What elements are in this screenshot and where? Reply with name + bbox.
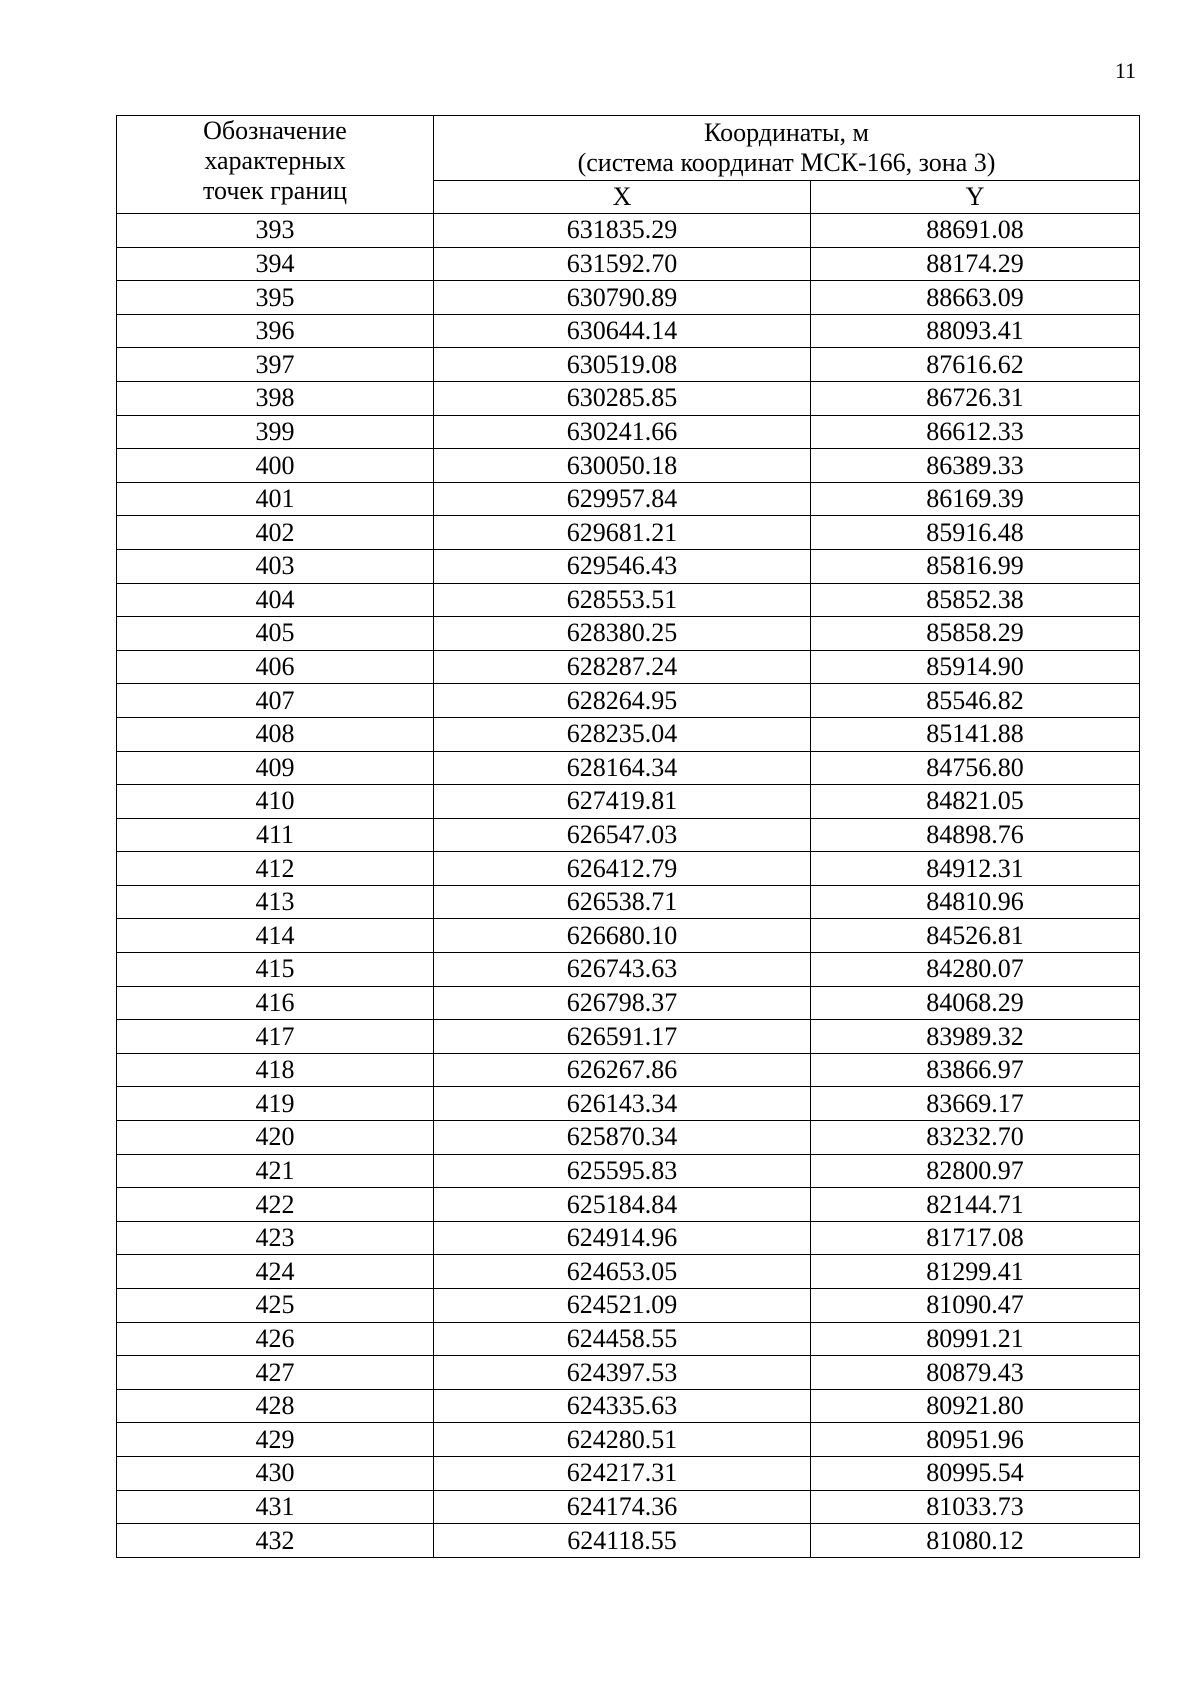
table-row (117, 986, 1140, 1020)
x-cell: 626743.63 (434, 953, 811, 987)
x-cell: 629546.43 (434, 549, 811, 583)
x-cell: 624458.55 (434, 1322, 811, 1356)
point-cell: 431 (117, 1490, 434, 1524)
x-cell: 624914.96 (434, 1221, 811, 1255)
point-cell: 423 (117, 1221, 434, 1255)
point-cell: 412 (117, 852, 434, 886)
y-cell: 80921.80 (811, 1389, 1140, 1423)
y-cell: 85914.90 (811, 650, 1140, 684)
point-cell: 419 (117, 1087, 434, 1121)
table-row (117, 381, 1140, 415)
x-cell: 624397.53 (434, 1356, 811, 1390)
table-row (117, 214, 1140, 248)
point-cell: 409 (117, 751, 434, 785)
point-cell: 407 (117, 684, 434, 718)
point-cell: 420 (117, 1121, 434, 1155)
table-row (117, 482, 1140, 516)
y-cell: 84810.96 (811, 885, 1140, 919)
table-row (117, 684, 1140, 718)
x-cell: 625184.84 (434, 1188, 811, 1222)
x-cell: 630050.18 (434, 449, 811, 483)
page-number: 11 (1114, 58, 1136, 83)
x-cell: 627419.81 (434, 785, 811, 819)
x-cell: 628287.24 (434, 650, 811, 684)
x-cell: 628553.51 (434, 583, 811, 617)
y-cell: 84912.31 (811, 852, 1140, 886)
x-cell: 626538.71 (434, 885, 811, 919)
table-row (117, 1423, 1140, 1457)
x-cell: 628264.95 (434, 684, 811, 718)
point-cell: 411 (117, 818, 434, 852)
y-cell: 81033.73 (811, 1490, 1140, 1524)
table-row (117, 1053, 1140, 1087)
x-cell: 626267.86 (434, 1053, 811, 1087)
point-cell: 429 (117, 1423, 434, 1457)
coordinates-header (434, 116, 1140, 181)
x-cell: 624521.09 (434, 1289, 811, 1323)
table-row (117, 953, 1140, 987)
table-row (117, 1221, 1140, 1255)
y-cell: 83669.17 (811, 1087, 1140, 1121)
y-cell: 86612.33 (811, 415, 1140, 449)
table-row (117, 919, 1140, 953)
point-cell: 399 (117, 415, 434, 449)
y-cell: 80991.21 (811, 1322, 1140, 1356)
y-cell: 87616.62 (811, 348, 1140, 382)
point-cell: 427 (117, 1356, 434, 1390)
y-cell: 82800.97 (811, 1154, 1140, 1188)
x-cell: 626547.03 (434, 818, 811, 852)
y-cell: 88663.09 (811, 281, 1140, 315)
y-cell: 81299.41 (811, 1255, 1140, 1289)
x-cell: 628164.34 (434, 751, 811, 785)
point-cell: 403 (117, 549, 434, 583)
point-header-line-2: характерных (204, 145, 346, 175)
table-row (117, 1020, 1140, 1054)
y-cell: 88093.41 (811, 314, 1140, 348)
point-cell: 415 (117, 953, 434, 987)
x-cell: 628380.25 (434, 617, 811, 651)
x-cell: 630241.66 (434, 415, 811, 449)
x-cell: 624174.36 (434, 1490, 811, 1524)
x-cell: 624118.55 (434, 1524, 811, 1558)
x-cell: 626798.37 (434, 986, 811, 1020)
x-cell: 624653.05 (434, 1255, 811, 1289)
x-cell: 629681.21 (434, 516, 811, 550)
y-cell: 88691.08 (811, 214, 1140, 248)
table-row (117, 1121, 1140, 1155)
point-cell: 430 (117, 1456, 434, 1490)
y-cell: 85546.82 (811, 684, 1140, 718)
coordinates-table (116, 115, 1140, 1558)
y-cell: 83989.32 (811, 1020, 1140, 1054)
x-cell: 624335.63 (434, 1389, 811, 1423)
table-row (117, 1356, 1140, 1390)
point-cell: 413 (117, 885, 434, 919)
table-row (117, 1188, 1140, 1222)
y-cell: 84068.29 (811, 986, 1140, 1020)
table-row (117, 717, 1140, 751)
table-row (117, 348, 1140, 382)
x-cell: 629957.84 (434, 482, 811, 516)
y-cell: 85858.29 (811, 617, 1140, 651)
table-row (117, 1389, 1140, 1423)
table-row (117, 1154, 1140, 1188)
y-cell: 85141.88 (811, 717, 1140, 751)
coordinates-header-line-1: Координаты, м (704, 118, 869, 148)
y-cell: 83866.97 (811, 1053, 1140, 1087)
x-cell: 626143.34 (434, 1087, 811, 1121)
y-cell: 82144.71 (811, 1188, 1140, 1222)
x-cell: 631592.70 (434, 247, 811, 281)
table-row (117, 1289, 1140, 1323)
y-cell: 86726.31 (811, 381, 1140, 415)
point-cell: 395 (117, 281, 434, 315)
point-cell: 417 (117, 1020, 434, 1054)
x-cell: 630285.85 (434, 381, 811, 415)
coordinates-header-line-2: (система координат МСК-166, зона 3) (577, 148, 996, 177)
x-cell: 630790.89 (434, 281, 811, 315)
table-row (117, 415, 1140, 449)
table-row (117, 1255, 1140, 1289)
table-row (117, 751, 1140, 785)
point-header-line-3: точек границ (202, 175, 348, 205)
x-cell: 624217.31 (434, 1456, 811, 1490)
table-header (117, 116, 1140, 214)
table-row (117, 818, 1140, 852)
table-row (117, 281, 1140, 315)
table-row (117, 1490, 1140, 1524)
point-cell: 406 (117, 650, 434, 684)
table-row (117, 852, 1140, 886)
point-cell: 422 (117, 1188, 434, 1222)
point-cell: 421 (117, 1154, 434, 1188)
y-cell: 85852.38 (811, 583, 1140, 617)
table-row (117, 314, 1140, 348)
point-cell: 424 (117, 1255, 434, 1289)
y-cell: 80995.54 (811, 1456, 1140, 1490)
x-cell: 630519.08 (434, 348, 811, 382)
y-cell: 86169.39 (811, 482, 1140, 516)
point-cell: 414 (117, 919, 434, 953)
point-cell: 402 (117, 516, 434, 550)
point-cell: 428 (117, 1389, 434, 1423)
point-cell: 432 (117, 1524, 434, 1558)
y-cell: 84898.76 (811, 818, 1140, 852)
point-cell: 398 (117, 381, 434, 415)
table-row (117, 885, 1140, 919)
table-row (117, 650, 1140, 684)
table-row (117, 785, 1140, 819)
y-cell: 85916.48 (811, 516, 1140, 550)
point-cell: 394 (117, 247, 434, 281)
y-cell: 86389.33 (811, 449, 1140, 483)
y-cell: 81090.47 (811, 1289, 1140, 1323)
point-cell: 404 (117, 583, 434, 617)
x-cell: 626591.17 (434, 1020, 811, 1054)
y-cell: 81717.08 (811, 1221, 1140, 1255)
point-cell: 396 (117, 314, 434, 348)
table-row (117, 1322, 1140, 1356)
x-cell: 624280.51 (434, 1423, 811, 1457)
point-cell: 400 (117, 449, 434, 483)
table-row (117, 617, 1140, 651)
point-header-line-1: Обозначение (203, 116, 347, 145)
table-row (117, 1456, 1140, 1490)
x-cell: 631835.29 (434, 214, 811, 248)
point-cell: 397 (117, 348, 434, 382)
y-cell: 83232.70 (811, 1121, 1140, 1155)
table-row (117, 583, 1140, 617)
y-cell: 84821.05 (811, 785, 1140, 819)
y-cell: 84280.07 (811, 953, 1140, 987)
x-cell: 625595.83 (434, 1154, 811, 1188)
table-row (117, 1524, 1140, 1558)
y-cell: 81080.12 (811, 1524, 1140, 1558)
y-cell: 80879.43 (811, 1356, 1140, 1390)
x-cell: 628235.04 (434, 717, 811, 751)
y-cell: 88174.29 (811, 247, 1140, 281)
x-cell: 630644.14 (434, 314, 811, 348)
point-cell: 405 (117, 617, 434, 651)
point-cell: 393 (117, 214, 434, 248)
x-cell: 626680.10 (434, 919, 811, 953)
point-cell: 425 (117, 1289, 434, 1323)
x-column-header: X (434, 181, 811, 214)
point-cell: 426 (117, 1322, 434, 1356)
table-row (117, 549, 1140, 583)
point-designation-header (117, 116, 434, 214)
table-row (117, 1087, 1140, 1121)
table-row (117, 449, 1140, 483)
y-cell: 84526.81 (811, 919, 1140, 953)
table-row (117, 516, 1140, 550)
point-cell: 416 (117, 986, 434, 1020)
y-cell: 80951.96 (811, 1423, 1140, 1457)
table-row (117, 247, 1140, 281)
y-column-header: Y (811, 181, 1140, 214)
point-cell: 418 (117, 1053, 434, 1087)
x-cell: 626412.79 (434, 852, 811, 886)
x-cell: 625870.34 (434, 1121, 811, 1155)
table-body (117, 214, 1140, 1558)
point-cell: 401 (117, 482, 434, 516)
y-cell: 84756.80 (811, 751, 1140, 785)
point-cell: 410 (117, 785, 434, 819)
y-cell: 85816.99 (811, 549, 1140, 583)
point-cell: 408 (117, 717, 434, 751)
